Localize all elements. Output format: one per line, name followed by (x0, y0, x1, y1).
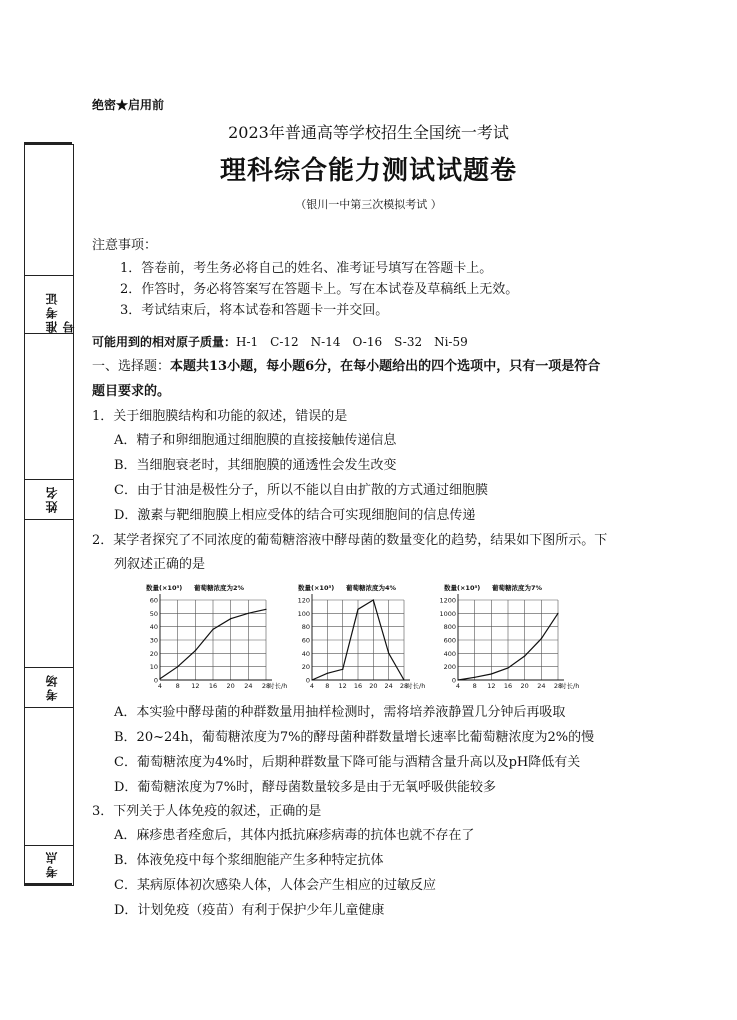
x-tick-label: 16 (353, 682, 363, 690)
side-label-name: 姓名 (45, 485, 59, 513)
y-tick-label: 1000 (439, 609, 456, 618)
x-tick-label: 20 (226, 682, 235, 690)
data-point (342, 669, 343, 670)
y-tick-label: 40 (301, 649, 310, 658)
x-tick-label: 12 (191, 682, 200, 690)
data-point (311, 679, 312, 680)
data-point (373, 599, 374, 600)
y-tick-label: 800 (443, 623, 456, 632)
x-axis-label: 时长/h (406, 682, 426, 690)
y-tick-label: 0 (153, 676, 158, 685)
x-tick-label: 8 (175, 682, 180, 690)
question-stem: 1．关于细胞膜结构和功能的叙述，错误的是 (92, 409, 348, 424)
x-tick-label: 28 (399, 682, 409, 690)
x-tick-label: 12 (487, 682, 496, 690)
section-emph: 中 (483, 359, 497, 374)
x-tick-label: 8 (472, 682, 477, 690)
atomic-masses-label: 可能用到的相对原子质量： (92, 335, 237, 349)
y-tick-label: 40 (149, 623, 158, 632)
side-label-site: 考点 (45, 850, 59, 878)
section-text: ，只有一项是符合 (496, 359, 601, 374)
x-tick-label: 20 (520, 682, 529, 690)
section-heading (92, 358, 600, 375)
atomic-masses (92, 334, 468, 350)
chart-title: 葡萄糖浓度为2% (194, 584, 245, 592)
data-point (403, 679, 404, 680)
data-point (507, 667, 508, 668)
y-tick-label: 30 (149, 636, 158, 645)
data-point (195, 650, 196, 651)
question-option: B．20~24h，葡萄糖浓度为7%的酵母菌种群数量增长速率比葡萄糖浓度为2%的慢 (114, 730, 595, 745)
strip-cell (25, 333, 73, 480)
y-tick-label: 0 (305, 676, 310, 685)
data-point (457, 679, 458, 680)
data-point (557, 613, 558, 614)
question-option: C．某病原体初次感染人体，人体会产生相应的过敏反应 (114, 878, 436, 893)
y-axis-label: 数量(×10⁵) (444, 584, 481, 592)
y-axis-label: 数量(×10⁵) (146, 584, 183, 592)
notes-heading: 注意事项： (92, 238, 158, 253)
x-tick-label: 16 (503, 682, 513, 690)
data-point (159, 678, 160, 679)
data-point (491, 673, 492, 674)
y-tick-label: 60 (149, 596, 158, 605)
side-label-exam-id: 准考证号 (45, 291, 76, 333)
data-point (230, 618, 231, 619)
section-emph: 四个 (431, 359, 458, 374)
x-tick-label: 4 (309, 682, 315, 690)
y-tick-label: 20 (301, 663, 310, 672)
x-axis-label: 时长/h (268, 682, 288, 690)
x-tick-label: 28 (553, 682, 563, 690)
data-point (265, 609, 266, 610)
strip-cell-room (25, 667, 73, 708)
y-tick-label: 10 (149, 663, 158, 672)
question-option: B．当细胞衰老时，其细胞膜的通透性会发生改变 (114, 458, 397, 473)
question-stem-cont: 列叙述正确的是 (114, 557, 206, 572)
y-tick-label: 120 (297, 596, 310, 605)
strip-cell-site (25, 845, 73, 884)
y-tick-label: 1200 (439, 596, 456, 605)
question-option: A．精子和卵细胞通过细胞膜的直接接触传递信息 (114, 433, 397, 448)
y-tick-label: 50 (149, 609, 158, 618)
paper-title: 理科综合能力测试试题卷 (219, 156, 517, 186)
data-point (474, 677, 475, 678)
x-axis-label: 时长/h (560, 682, 580, 690)
x-tick-label: 24 (384, 682, 393, 690)
notes-item: 1．答卷前，考生务必将自己的姓名、准考证号填写在答题卡上。 (120, 261, 493, 276)
data-point (524, 655, 525, 656)
y-tick-label: 60 (301, 636, 310, 645)
exam-name: 2023年普通高等学校招生全国统一考试 (228, 123, 509, 142)
question-option: C．葡萄糖浓度为4%时，后期种群数量下降可能与酒精含量升高以及pH降低有关 (114, 755, 581, 770)
chart-title: 葡萄糖浓度为4% (346, 584, 397, 592)
strip-cell (25, 707, 73, 846)
section-heading-cont: 题目要求的。 (92, 384, 171, 399)
x-tick-label: 28 (261, 682, 271, 690)
y-tick-label: 200 (443, 663, 456, 672)
question-option: A．本实验中酵母菌的种群数量用抽样检测时，需将培养液静置几分钟后再吸取 (114, 705, 566, 720)
question-option: D．葡萄糖浓度为7%时，酵母菌数量较多是由于无氧呼吸供能较多 (114, 780, 497, 795)
y-tick-label: 600 (443, 636, 456, 645)
data-point (388, 653, 389, 654)
question-stem: 2．某学者探究了不同浓度的葡萄糖溶液中酵母菌的数量变化的趋势，结果如下图所示。下 (92, 533, 608, 548)
strip-cell-exam-id (25, 275, 76, 334)
question-option: C．由于甘油是极性分子，所以不能以自由扩散的方式通过细胞膜 (114, 483, 488, 498)
data-point (541, 638, 542, 639)
paper-subtitle: （银川一中第三次模拟考试 ） (295, 198, 442, 211)
y-tick-label: 20 (149, 649, 158, 658)
notes-item: 3．考试结束后，将本试卷和答题卡一并交回。 (120, 303, 389, 318)
y-tick-label: 0 (451, 676, 456, 685)
binding-strip (24, 144, 74, 886)
x-tick-label: 24 (244, 682, 253, 690)
x-tick-label: 20 (369, 682, 378, 690)
data-point (212, 629, 213, 630)
x-tick-label: 8 (325, 682, 330, 690)
data-point (327, 673, 328, 674)
y-tick-label: 400 (443, 649, 456, 658)
notes-item: 2．作答时，务必将答案写在答题卡上。写在本试卷及草稿纸上无效。 (120, 282, 519, 297)
section-text: 选项 (457, 359, 484, 374)
strip-cell (25, 519, 73, 668)
question-stem: 3．下列关于人体免疫的叙述，正确的是 (92, 804, 322, 819)
x-tick-label: 4 (455, 682, 461, 690)
strip-cell-name (25, 479, 73, 520)
x-tick-label: 4 (157, 682, 163, 690)
question-option: B．体液免疫中每个浆细胞能产生多种特定抗体 (114, 853, 384, 868)
section-text: 本题共13小题，每小题6分，在每小题给出的 (170, 359, 432, 374)
x-tick-label: 24 (537, 682, 546, 690)
question-option: D．计划免疫（疫苗）有利于保护少年儿童健康 (114, 903, 385, 918)
question-option: D．激素与靶细胞膜上相应受体的结合可实现细胞间的信息传递 (114, 508, 476, 523)
confidential-mark: 绝密★启用前 (92, 98, 165, 112)
yeast-growth-charts (140, 578, 580, 696)
strip-bottom-rule (24, 883, 72, 885)
y-tick-label: 80 (301, 623, 310, 632)
data-point (177, 666, 178, 667)
section-label: 一、选择题： (92, 359, 171, 374)
chart-title: 葡萄糖浓度为7% (492, 584, 543, 592)
data-point (357, 609, 358, 610)
y-tick-label: 100 (297, 609, 310, 618)
x-tick-label: 16 (208, 682, 218, 690)
atomic-masses-values: H-1 C-12 N-14 O-16 S-32 Ni-59 (236, 335, 468, 349)
side-label-room: 考场 (45, 673, 59, 701)
x-tick-label: 12 (338, 682, 347, 690)
question-option: A．麻疹患者痊愈后，其体内抵抗麻疹病毒的抗体也就不存在了 (114, 828, 475, 843)
data-point (248, 613, 249, 614)
y-axis-label: 数量(×10⁵) (298, 584, 335, 592)
